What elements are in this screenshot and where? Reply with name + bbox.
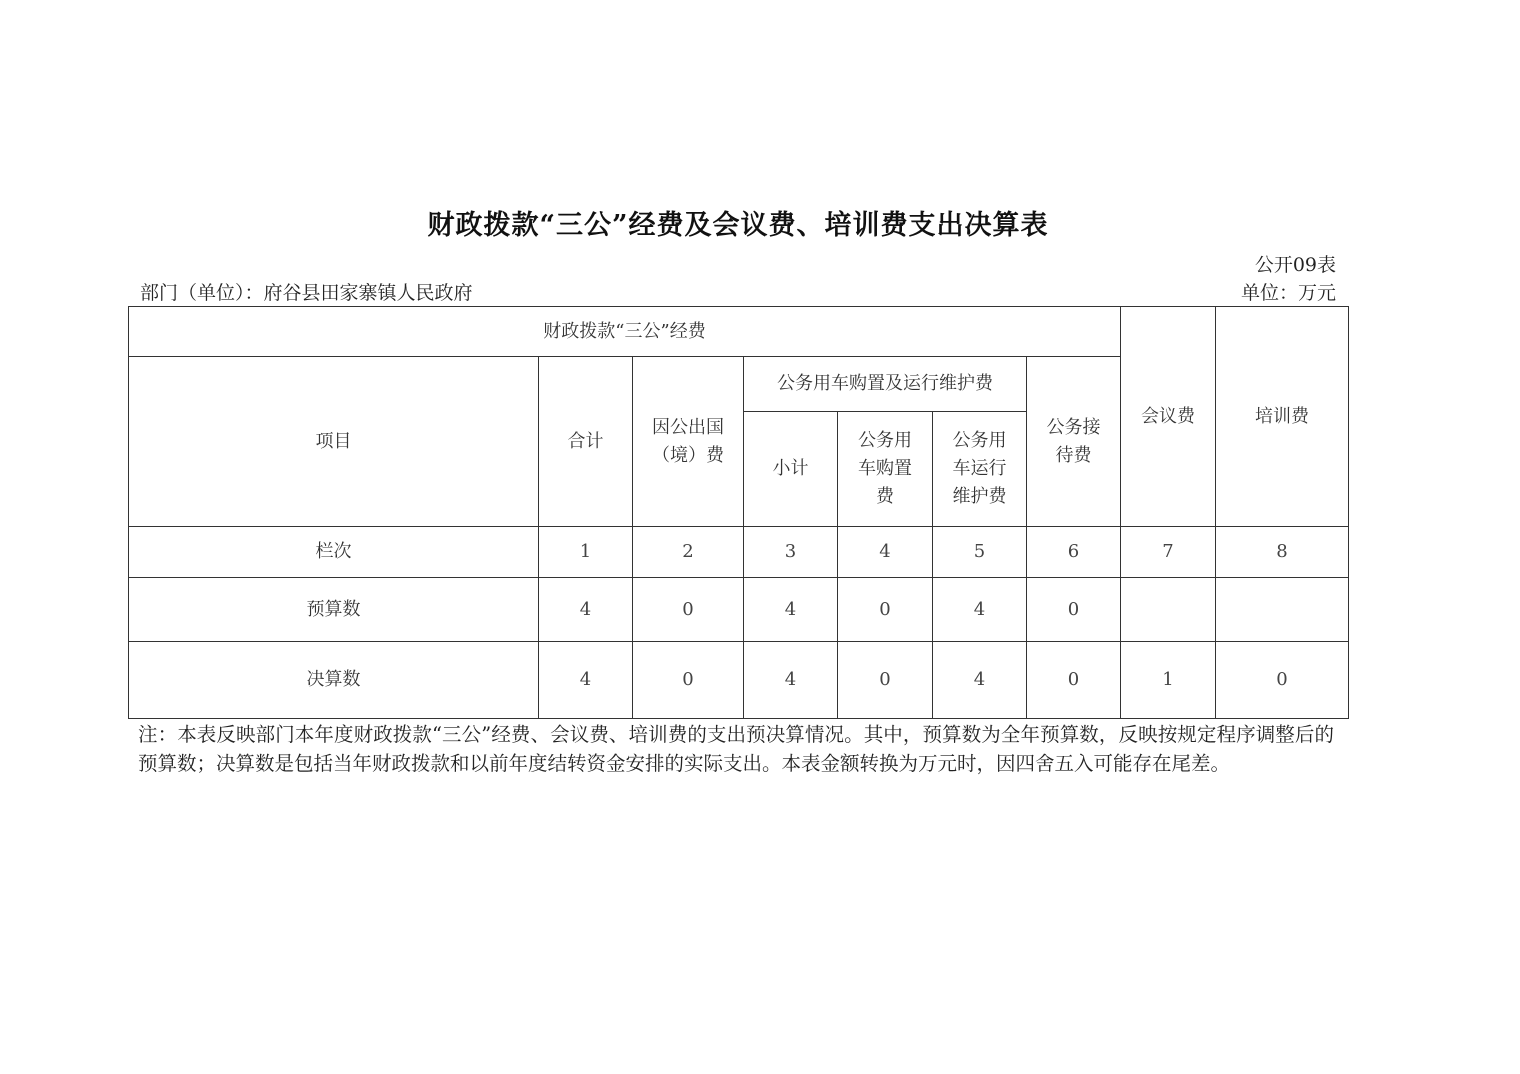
cell: 4 (744, 578, 838, 642)
row-label: 决算数 (129, 642, 539, 719)
header-meeting: 会议费 (1121, 307, 1216, 527)
cell: 4 (933, 642, 1027, 719)
cell: 4 (933, 578, 1027, 642)
expense-table (128, 306, 1349, 719)
department-label: 部门（单位）：府谷县田家寨镇人民政府 (140, 282, 473, 304)
cell (1121, 578, 1216, 642)
unit-label: 单位：万元 (1240, 282, 1336, 304)
table-row (129, 578, 1349, 642)
cell: 0 (1027, 642, 1121, 719)
header-vehicle-subtotal: 小计 (744, 412, 838, 527)
cell: 7 (1121, 527, 1216, 578)
cell: 4 (539, 642, 633, 719)
header-reception-text: 公务接待费 (1046, 416, 1101, 466)
table-row (129, 527, 1349, 578)
cell: 0 (633, 642, 744, 719)
cell: 3 (744, 527, 838, 578)
header-abroad (633, 357, 744, 527)
cell: 4 (838, 527, 933, 578)
header-vehicle-group: 公务用车购置及运行维护费 (744, 357, 1027, 412)
cell: 8 (1216, 527, 1349, 578)
table-row (129, 642, 1349, 719)
header-abroad-text: 因公出国（境）费 (652, 416, 724, 466)
form-number: 公开09表 (1254, 254, 1336, 276)
header-vehicle-purchase (838, 412, 933, 527)
header-vehicle-purchase-text: 公务用车购置费 (858, 430, 912, 507)
header-item: 项目 (129, 357, 539, 527)
cell: 0 (633, 578, 744, 642)
header-training: 培训费 (1216, 307, 1349, 527)
cell: 6 (1027, 527, 1121, 578)
header-vehicle-operation-text: 公务用车运行维护费 (952, 430, 1007, 507)
footnote: 注：本表反映部门本年度财政拨款“三公”经费、会议费、培训费的支出预决算情况。其中，预算数为全年预算数，反映按规定程序调整后的预算数；决算数是包括当年财政拨款和以前年度结转资金安排的实际支出。本表金额转换为万元时，因四舍五入可能存在尾差。 (138, 723, 1334, 775)
row-label: 预算数 (129, 578, 539, 642)
cell (1216, 578, 1349, 642)
cell: 4 (744, 642, 838, 719)
cell: 1 (539, 527, 633, 578)
header-reception (1027, 357, 1121, 527)
header-vehicle-operation (933, 412, 1027, 527)
cell: 5 (933, 527, 1027, 578)
page-title: 财政拨款“三公”经费及会议费、培训费支出决算表 (427, 210, 1049, 241)
cell: 0 (1027, 578, 1121, 642)
header-total: 合计 (539, 357, 633, 527)
cell: 1 (1121, 642, 1216, 719)
cell: 0 (838, 578, 933, 642)
cell: 2 (633, 527, 744, 578)
cell: 0 (1216, 642, 1349, 719)
header-group-san-gong: 财政拨款“三公”经费 (129, 307, 1121, 357)
row-label: 栏次 (129, 527, 539, 578)
cell: 0 (838, 642, 933, 719)
cell: 4 (539, 578, 633, 642)
